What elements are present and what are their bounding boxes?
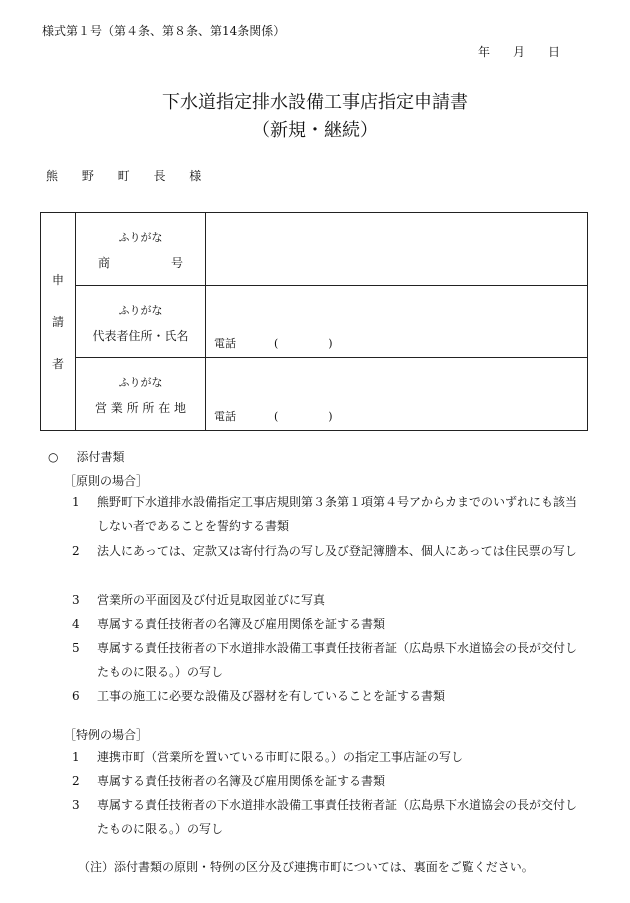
trade-name-label-left: 商 — [98, 256, 111, 270]
attachments-heading: ○ 添付書類 — [48, 450, 125, 464]
furigana-label: ふりがな — [118, 304, 163, 317]
phone-label: 電話 — [214, 410, 236, 423]
list-item: 専属する責任技術者の名簿及び雇用関係を証する書類 — [97, 774, 386, 788]
application-form-table — [40, 212, 588, 431]
list-item: 営業所の平面図及び付近見取図並びに写真 — [97, 593, 326, 607]
trade-name-label-right: 号 — [170, 256, 183, 270]
list-item: 法人にあっては、定款又は寄付行為の写し及び登記簿謄本、個人にあっては住民票の写し — [97, 544, 577, 558]
list-item: 連携市町（営業所を置いている市町に限る。）の指定工事店証の写し — [97, 750, 464, 764]
list-item-number: 4 — [72, 617, 80, 631]
list-item-number: 6 — [72, 689, 80, 703]
office-location-field[interactable] — [206, 358, 588, 431]
list-item-number: 3 — [72, 798, 80, 812]
addressee: 熊 野 町 長 様 — [46, 169, 212, 183]
document-title: 下水道指定排水設備工事店指定申請書 — [162, 92, 468, 113]
list-item-number: 1 — [72, 750, 80, 764]
furigana-label: ふりがな — [118, 376, 163, 389]
date-year-label: 年 — [478, 45, 491, 59]
furigana-label: ふりがな — [118, 231, 163, 244]
list-item-number: 5 — [72, 641, 80, 655]
trade-name-field[interactable] — [206, 213, 588, 286]
date-day-label: 日 — [548, 45, 561, 59]
representative-label: 代表者住所・氏名 — [92, 329, 189, 343]
date-month-label: 月 — [513, 45, 526, 59]
list-item: 専属する責任技術者の名簿及び雇用関係を証する書類 — [97, 617, 386, 631]
list-item: 専属する責任技術者の下水道排水設備工事責任技術者証（広島県下水道協会の長が交付したものに限る。）の写し — [97, 641, 578, 679]
representative-phone: 電話 ( ) — [214, 337, 333, 350]
list-item-number: 1 — [72, 495, 80, 509]
representative-label-cell — [76, 286, 206, 358]
list-item: 工事の施工に必要な設備及び器材を有していることを証する書類 — [97, 689, 446, 703]
special-heading: ［特例の場合］ — [64, 728, 149, 742]
document-subtitle: （新規・継続） — [252, 120, 378, 141]
phone-label: 電話 — [214, 337, 236, 350]
office-location-label-cell — [76, 358, 206, 431]
representative-field[interactable] — [206, 286, 588, 358]
applicant-label: 申 請 者 — [41, 213, 76, 431]
office-location-label: 営 業 所 所 在 地 — [94, 401, 187, 415]
trade-name-label-cell — [76, 213, 206, 286]
list-item-number: 3 — [72, 593, 80, 607]
form-number: 様式第１号（第４条、第８条、第14条関係） — [42, 24, 286, 38]
list-item: 熊野町下水道排水設備指定工事店規則第３条第１項第４号アからカまでのいずれにも該当しない者であることを誓約する書類 — [97, 495, 578, 533]
principle-heading: ［原則の場合］ — [64, 474, 149, 488]
list-item: 専属する責任技術者の下水道排水設備工事責任技術者証（広島県下水道協会の長が交付したものに限る。）の写し — [97, 798, 578, 836]
list-item-number: 2 — [72, 544, 80, 558]
footnote: （注）添付書類の原則・特例の区分及び連携市町については、裏面をご覧ください。 — [78, 860, 534, 874]
office-phone: 電話 ( ) — [214, 410, 333, 423]
list-item-number: 2 — [72, 774, 80, 788]
